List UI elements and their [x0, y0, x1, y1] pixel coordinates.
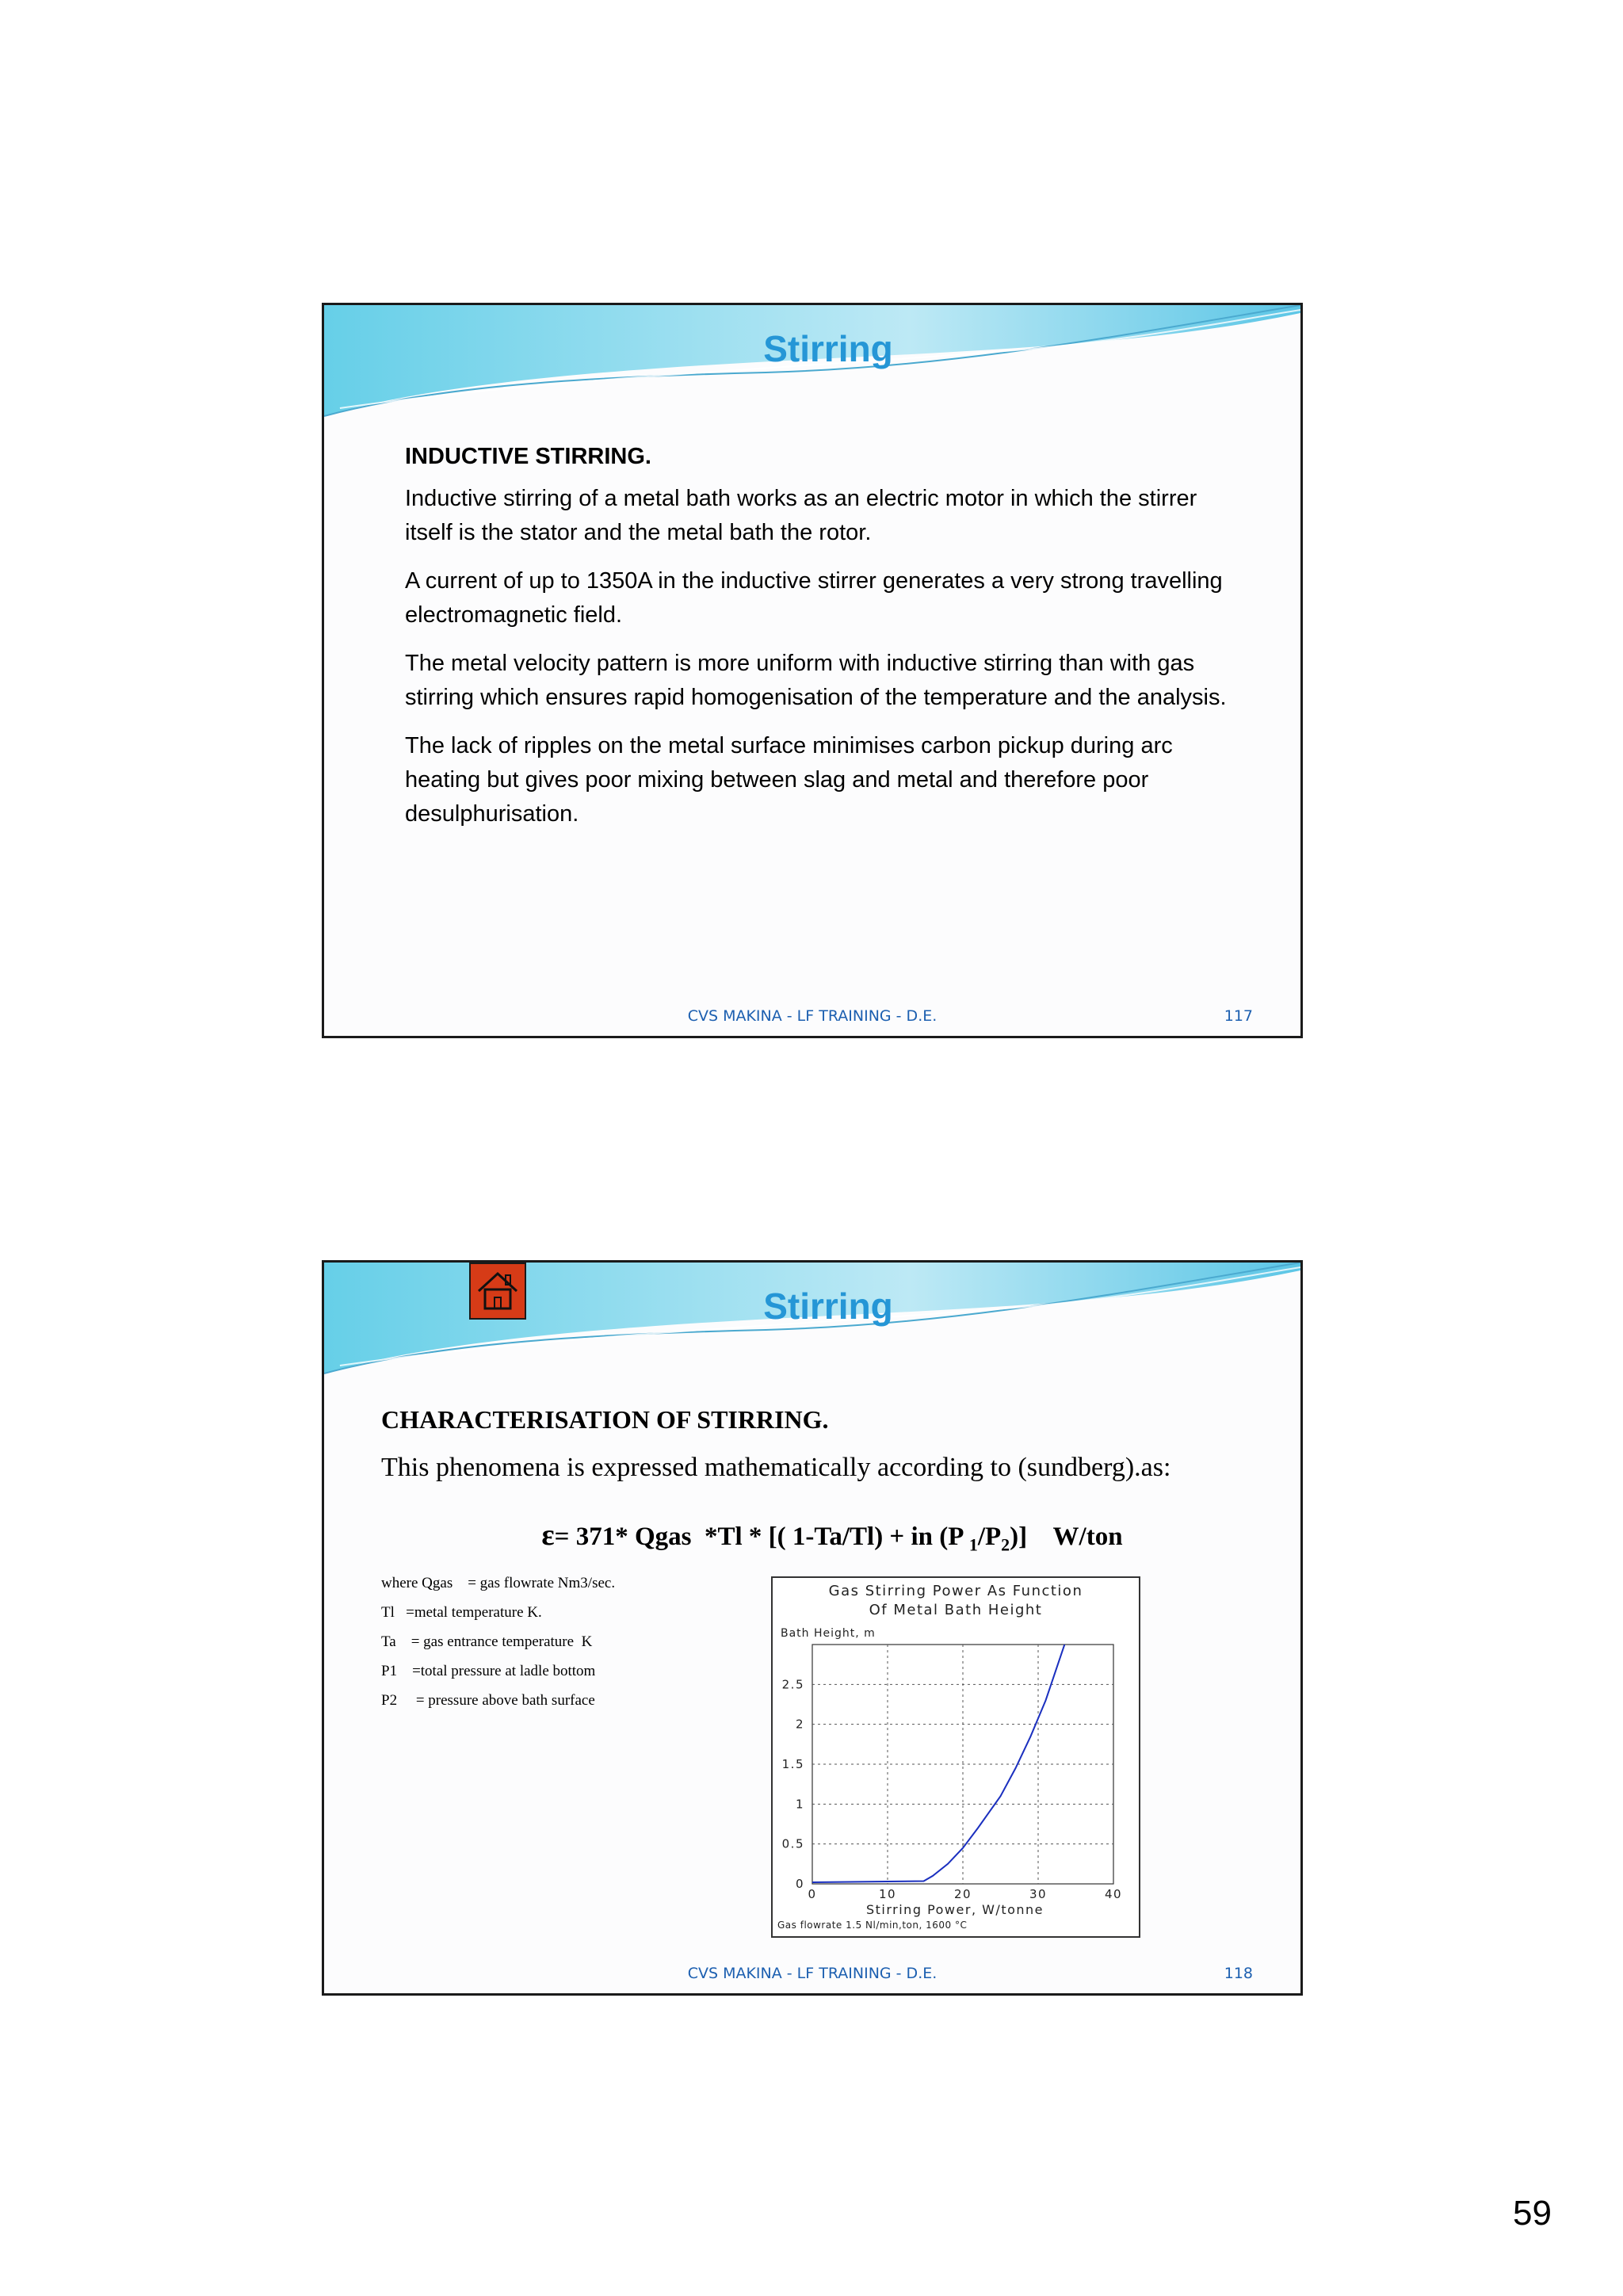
paragraph: The lack of ripples on the metal surface minimises carbon pickup during arc heating but gives poor mixing between slag and metal and therefore poor desulphurisation.	[405, 733, 1173, 827]
definition-line: where Qgas = gas flowrate Nm3/sec.	[381, 1575, 616, 1591]
definition-line: Tl =metal temperature K.	[381, 1604, 542, 1621]
chart-title: Of Metal Bath Height	[869, 1602, 1043, 1618]
section-heading: CHARACTERISATION OF STIRRING.	[381, 1405, 829, 1434]
slide-118	[322, 1260, 1303, 1996]
formula-subscript: 2	[1001, 1534, 1010, 1555]
paragraph: The metal velocity pattern is more uniform with inductive stirring than with gas stirring which ensures rapid homogenisation of the temperature and the analysis.	[405, 651, 1227, 710]
formula-part: = 371* Qgas *Tl * [( 1-Ta/Tl) + in (P	[554, 1522, 969, 1551]
slide-body	[405, 440, 1229, 846]
intro-text: This phenomena is expressed mathematically according to (sundberg).as:	[381, 1453, 1171, 1482]
section-heading: INDUCTIVE STIRRING.	[405, 444, 651, 469]
series-line	[812, 1645, 1064, 1882]
stirring-energy-formula	[324, 1518, 1300, 1556]
definition-line: P2 = pressure above bath surface	[381, 1692, 595, 1709]
y-tick-label: 1	[795, 1797, 804, 1812]
x-tick-label: 10	[878, 1887, 897, 1901]
definition-line: Ta = gas entrance temperature K	[381, 1633, 593, 1650]
y-tick-label: 2.5	[781, 1677, 804, 1692]
variable-definitions	[381, 1568, 615, 1715]
header-swoosh-decoration	[324, 305, 1300, 440]
x-tick-label: 40	[1104, 1887, 1123, 1901]
slide-title: Stirring	[763, 328, 893, 369]
x-tick-label: 0	[808, 1887, 817, 1901]
paragraph: Inductive stirring of a metal bath works as an electric motor in which the stirrer itself is the stator and the metal bath the rotor.	[405, 486, 1197, 545]
stirring-power-chart	[771, 1576, 1140, 1938]
formula-subscript: 1	[968, 1534, 978, 1555]
formula-part: /P	[977, 1522, 1002, 1551]
page-number: 59	[1513, 2194, 1552, 2233]
slide-117	[322, 303, 1303, 1038]
x-tick-label: 30	[1029, 1887, 1048, 1901]
formula-epsilon: ε	[541, 1519, 555, 1552]
slide-title: Stirring	[763, 1286, 893, 1327]
slide-number: 117	[1224, 1007, 1253, 1025]
y-tick-label: 0	[795, 1877, 804, 1891]
slide-number: 118	[1224, 1965, 1253, 1982]
paragraph: A current of up to 1350A in the inductive stirrer generates a very strong travelling electromagnetic field.	[405, 568, 1223, 628]
y-tick-label: 0.5	[781, 1836, 804, 1851]
definition-line: P1 =total pressure at ladle bottom	[381, 1663, 596, 1679]
x-tick-label: 20	[953, 1887, 972, 1901]
footer-organization: CVS MAKINA - LF TRAINING - D.E.	[687, 1007, 938, 1025]
formula-part: )] W/ton	[1010, 1522, 1123, 1551]
chart-title: Gas Stirring Power As Function	[828, 1583, 1083, 1599]
y-tick-label: 2	[795, 1717, 804, 1732]
footer-organization: CVS MAKINA - LF TRAINING - D.E.	[687, 1965, 938, 1982]
chart-svg	[773, 1578, 1139, 1936]
y-axis-label: Bath Height, m	[781, 1627, 876, 1640]
x-axis-label: Stirring Power, W/tonne	[865, 1902, 1044, 1917]
chart-note: Gas flowrate 1.5 Nl/min,ton, 1600 °C	[777, 1920, 968, 1931]
y-tick-label: 1.5	[781, 1757, 804, 1771]
